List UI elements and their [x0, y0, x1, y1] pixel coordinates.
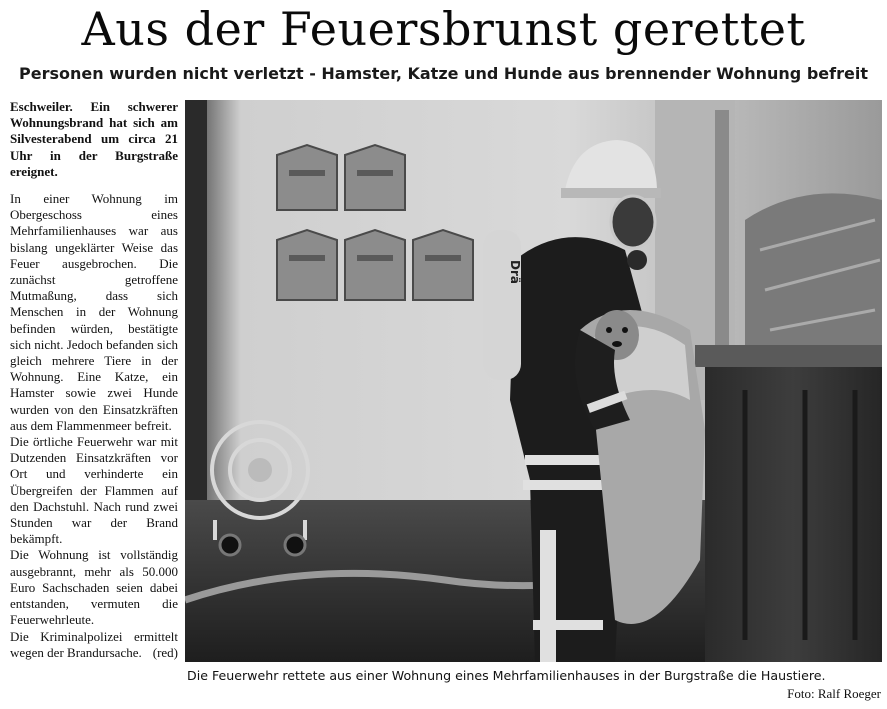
news-photo — [185, 100, 882, 662]
article-column — [10, 99, 178, 661]
photo-credit: Foto: Ralf Roeger — [787, 686, 881, 701]
article-paragraph: In einer Wohnung im Obergeschoss eines Mehrfamilienhauses war aus bislang ungeklärter Weise das Feuer ausgebrochen. Die zunächst getroffene Mutmaßung, dass sich Menschen in der Wohnung befinden würden, bestätigte sich nicht. Jedoch befanden sich gleich mehrere Tiere in der Wohnung. Eine Katze, ein Hamster sowie zwei Hunde wurden von den Einsatzkräften aus dem Flammenmeer befreit. — [10, 191, 178, 433]
photo-caption: Die Feuerwehr rettete aus einer Wohnung eines Mehrfamilienhauses in der Burgstraße die Haustiere. — [187, 668, 826, 683]
article-paragraph: Die Wohnung ist vollständig ausgebrannt, mehr als 50.000 Euro Sachschaden seien dabei entstanden, vermuten die Feuerwehrleute. — [10, 547, 178, 628]
author-tag: (red) — [152, 644, 178, 660]
article-paragraph: Die Kriminalpolizei ermittelt wegen der Brandursache. — [10, 628, 178, 660]
article-lead: Eschweiler. Ein schwerer Wohnungsbrand hat sich am Silvesterabend um circa 21 Uhr in der Burgstraße ereignet. — [10, 99, 178, 179]
tank-label: Drä — [508, 260, 522, 284]
subheadline: Personen wurden nicht verletzt - Hamster, Katze und Hunde aus brennender Wohnung befreit — [19, 64, 868, 83]
firefighter-rescue-photo — [185, 100, 882, 662]
article-paragraph: Die örtliche Feuerwehr war mit Dutzenden Einsatzkräften vor Ort und verhinderte ein Übergreifen der Flammen auf den Dachstuhl. Nach rund zwei Stunden war der Brand bekämpft. — [10, 434, 178, 547]
headline: Aus der Feuersbrunst gerettet — [81, 2, 806, 56]
